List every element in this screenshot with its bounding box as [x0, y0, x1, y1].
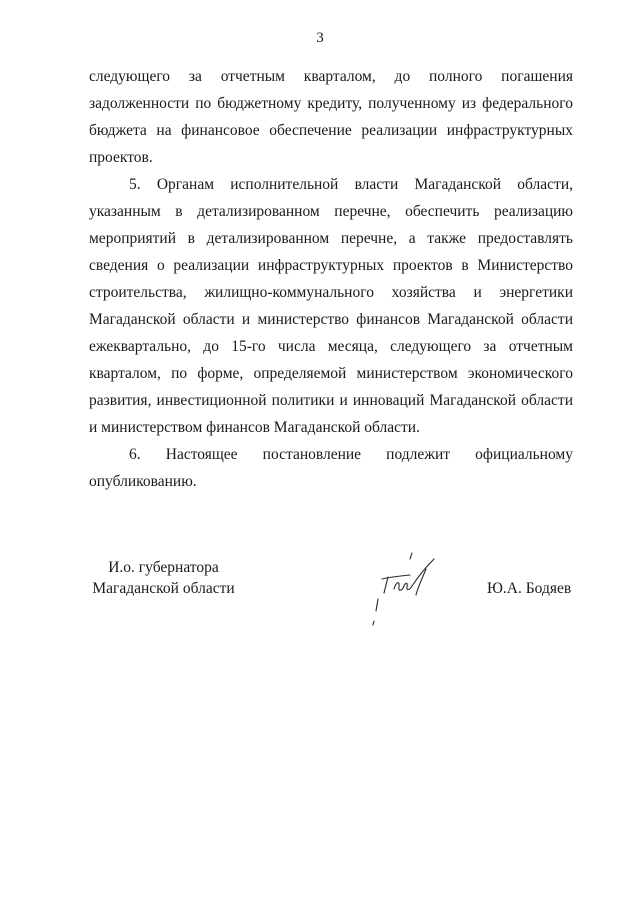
paragraph-item-6: 6. Настоящее постановление подлежит официальному опубликованию. [89, 446, 573, 490]
signer-position [91, 557, 236, 599]
signer-position-line-1: И.о. губернатора [108, 559, 219, 576]
signer-position-line-2: Магаданской области [92, 580, 235, 597]
handwritten-signature [366, 549, 456, 629]
document-body [89, 63, 573, 495]
page-number: 3 [316, 30, 324, 46]
signature-block [0, 557, 640, 637]
paragraph-item-5: 5. Органам исполнительной власти Магаданской области, указанным в детализированном перечне, обеспечить реализацию мероприятий в детализированном перечне, а также предоставлять сведения о реализации инфраструктурных проектов в Министерство строительства, жилищно-коммунального хозяйства и энергетики Магаданской области и министерство финансов Магаданской области ежеквартально, до 15-го числа месяца, следующего за отчетным кварталом, по форме, определяемой министерством экономического развития, инвестиционной политики и инноваций Магаданской области и министерством финансов Магаданской области. [89, 176, 573, 436]
paragraph-continuation: следующего за отчетным кварталом, до полного погашения задолженности по бюджетному кредиту, полученному из федерального бюджета на финансовое обеспечение реализации инфраструктурных проектов. [89, 68, 573, 166]
signer-name: Ю.А. Бодяев [487, 580, 572, 597]
